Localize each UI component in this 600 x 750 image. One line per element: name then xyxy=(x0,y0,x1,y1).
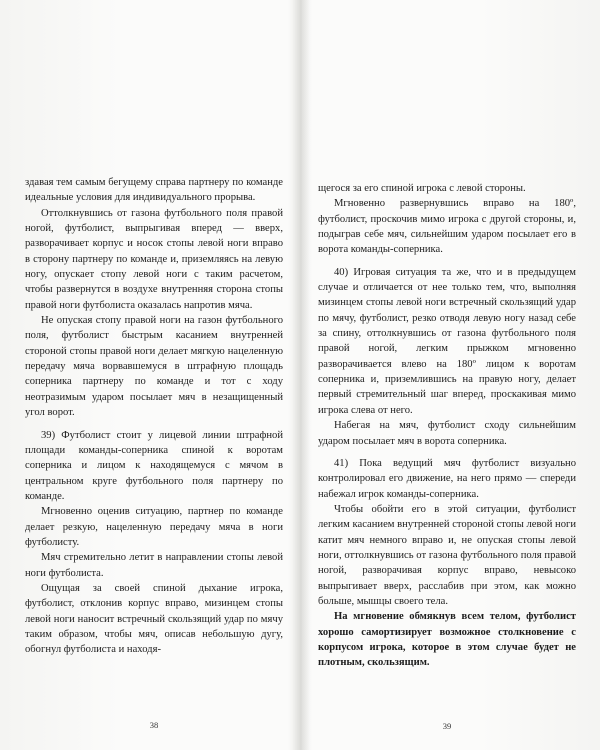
book-gutter xyxy=(292,0,310,750)
right-page xyxy=(318,181,576,741)
right-paragraph-6: Чтобы обойти его в этой ситуации, футболист легким касанием внутренней стороной стопы левой ноги катит мяч немного вправо и, не опуская стопы левой ноги, оттолкнувшись от газона футбольного поля правой ногой, разворачивая корпус вправо, невысоко выпрыгивает вверх, расслабив при этом, как можно больше, мышцы своего тела. xyxy=(318,503,577,607)
left-page xyxy=(25,175,283,735)
right-paragraph-2: Мгновенно развернувшись вправо на 180º, футболист, проскочив мимо игрока с другой стороны, и, подыграв себе мяч, сильнейшим ударом посылает его в ворота команды-соперника. xyxy=(318,198,576,256)
left-page-text xyxy=(25,175,283,658)
right-paragraph-1: щегося за его спиной игрока с левой стороны. xyxy=(318,183,526,194)
left-section-gap xyxy=(25,421,283,428)
right-paragraph-5: 41) Пока ведущий мяч футболист визуально контролировал его движение, на него прямо — спереди набежал игрок команды-соперника. xyxy=(318,457,576,500)
right-paragraph-7: На мгновение обмякнув всем телом, футболист хорошо самортизирует возможное столкновение с корпусом игрока, которое в этом случае будет не плотным, скользящим. xyxy=(318,611,576,669)
right-paragraph-4: Набегая на мяч, футболист сходу сильнейшим ударом посылает мяч в ворота соперника. xyxy=(318,420,576,447)
left-paragraph-6: Мяч стремительно летит в направлении стопы левой ноги футболиста. xyxy=(25,552,283,579)
left-paragraph-3: Не опуская стопу правой ноги на газон футбольного поля, футболист быстрым касанием внутренней стороной стопы правой ноги делает мягкую нацеленную передачу мяча ворвавшемуся в штрафную площадь соперника партнеру по команде и тот с ходу неотразимым ударом посылает мяч в незащищенный угол ворот. xyxy=(25,315,283,419)
right-section-gap-2 xyxy=(318,449,576,456)
left-paragraph-2: Оттолкнувшись от газона футбольного поля правой ногой, футболист, выпрыгивая вперед — вверх, разворачивает корпус и носок стопы левой ноги вправо в сторону партнеру по команде и, приземляясь на левую ногу, опускает стопу левой ноги с таким расчетом, чтобы развернутся в воздухе внутренняя сторона стопы правой ноги футболиста оказалась напротив мяча. xyxy=(25,207,283,311)
right-page-text xyxy=(318,181,576,671)
left-paragraph-5: Мгновенно оценив ситуацию, партнер по команде делает резкую, нацеленную передачу мяча в ноги футболисту. xyxy=(25,506,283,548)
left-paragraph-7: Ощущая за своей спиной дыхание игрока, футболист, отклонив корпус вправо, мизинцем стопы левой ноги наносит встречный скользящий удар по мячу таким образом, чтобы мяч, описав небольшую дугу, обогнул футболиста и находя- xyxy=(25,582,283,656)
right-page-number: 39 xyxy=(442,721,452,731)
left-page-number: 38 xyxy=(149,720,159,730)
right-paragraph-3: 40) Игровая ситуация та же, что и в предыдущем случае и отличается от нее только тем, что, выполняя мизинцем стопы левой ноги встречный скользящий удар по мячу, футболист, резко отводя левую ногу назад себе за спину, оттолкнувшись от газона футбольного поля правой ногой, легким прыжком мгновенно разворачивается влево на 180º лицом к воротам соперника и, приземлившись на правую ногу, делает первый стремительный шаг вперед, проскакивая мимо игрока слева от него. xyxy=(318,266,576,416)
right-section-gap-1 xyxy=(318,258,576,265)
left-paragraph-1: здавая тем самым бегущему справа партнеру по команде идеальные условия для индивидуального прорыва. xyxy=(25,177,283,204)
left-paragraph-4: 39) Футболист стоит у лицевой линии штрафной площади команды-соперника спиной к воротам соперника и лицом к находящемуся с мячом в центральном круге футбольного поля партнеру по команде. xyxy=(25,429,283,502)
